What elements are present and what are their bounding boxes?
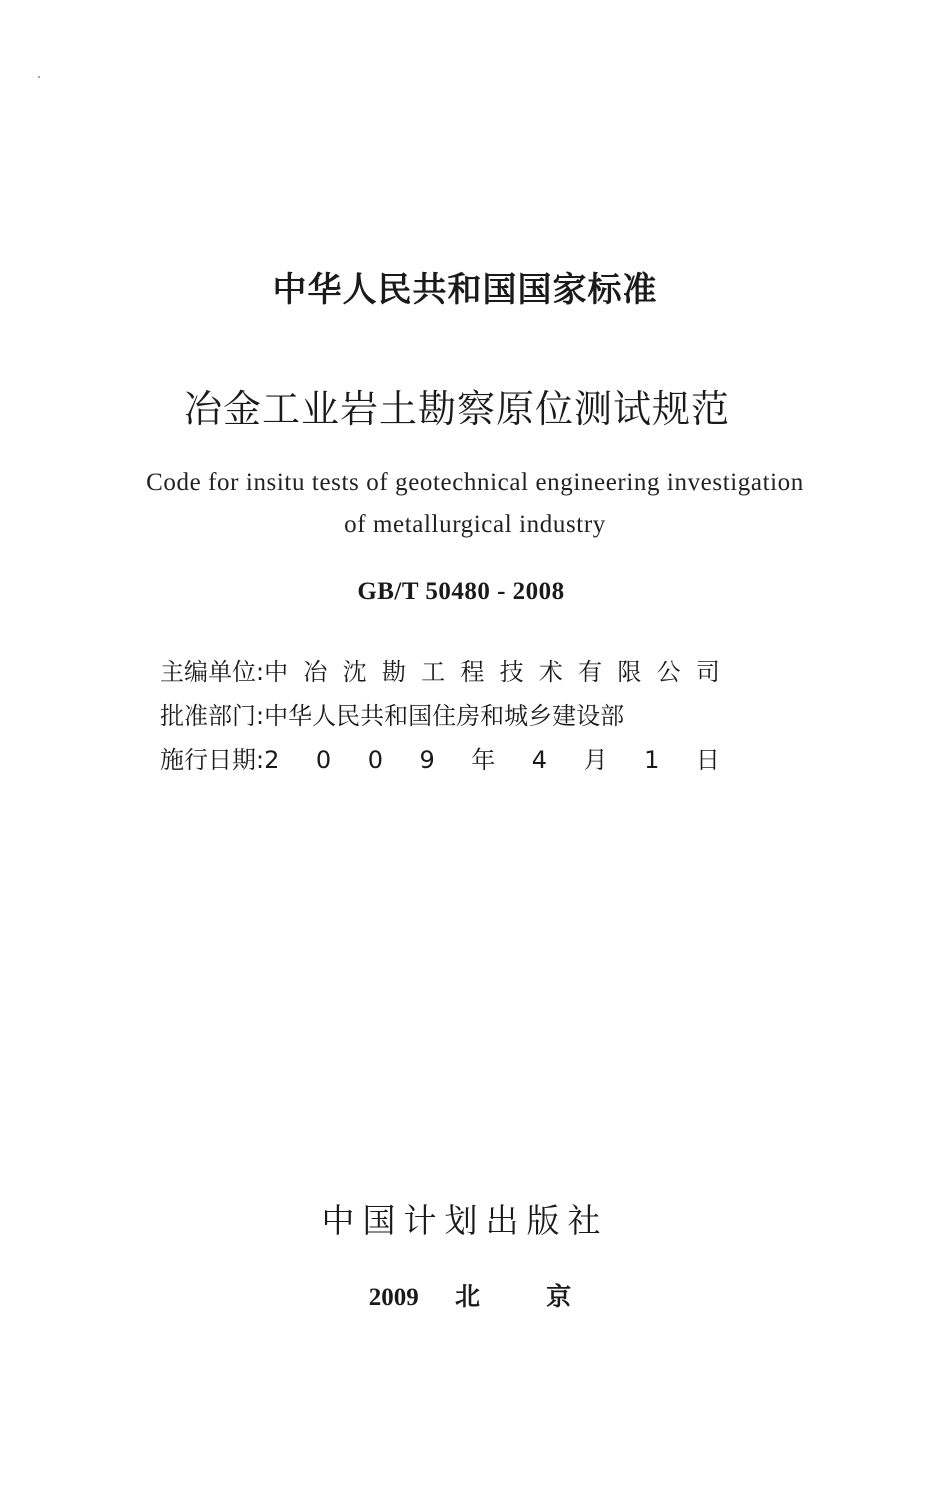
effective-date-char: 0 xyxy=(367,746,383,774)
title-english-line-1: Code for insitu tests of geotechnical engineering investigation xyxy=(146,469,804,496)
approval-label: 批准部门: xyxy=(160,702,265,730)
standard-number: GB/T 50480 - 2008 xyxy=(357,578,565,605)
effective-date-value xyxy=(264,738,720,782)
effective-date-char: 2 xyxy=(264,746,280,774)
title-english xyxy=(0,462,950,546)
approval-value: 中华人民共和国住房和城乡建设部 xyxy=(264,702,625,730)
editor-char: 技 xyxy=(499,658,524,686)
effective-date-char: 日 xyxy=(695,746,720,774)
effective-date-row xyxy=(160,738,720,782)
imprint-line xyxy=(0,1277,945,1313)
effective-date-char: 0 xyxy=(315,746,332,774)
editor-char: 勘 xyxy=(381,658,406,686)
title-english-line-2: of metallurgical industry xyxy=(344,511,606,538)
editor-char: 术 xyxy=(538,658,563,686)
editor-char: 冶 xyxy=(303,658,328,686)
editor-char: 司 xyxy=(695,658,720,686)
editor-row xyxy=(160,650,720,694)
effective-date-char: 1 xyxy=(644,746,660,774)
effective-date-char: 月 xyxy=(583,746,608,774)
editor-char: 中 xyxy=(264,658,289,686)
publisher-name: 中国计划出版社 xyxy=(321,1201,609,1240)
effective-date-char: 年 xyxy=(471,746,496,774)
imprint-year: 2009 xyxy=(368,1284,419,1311)
editor-char: 有 xyxy=(578,658,603,686)
editor-char: 公 xyxy=(656,658,681,686)
imprint-city-char-2: 京 xyxy=(546,1284,572,1311)
editor-char: 程 xyxy=(460,658,485,686)
effective-date-char: 9 xyxy=(419,746,435,774)
editor-char: 工 xyxy=(421,658,446,686)
scan-speck xyxy=(38,76,40,78)
editor-char: 限 xyxy=(617,658,642,686)
national-standard-heading: 中华人民共和国国家标准 xyxy=(272,270,658,310)
metadata-block xyxy=(160,650,720,782)
effective-date-label: 施行日期: xyxy=(160,746,265,774)
editor-value xyxy=(264,650,720,694)
editor-char: 沈 xyxy=(342,658,367,686)
editor-label: 主编单位: xyxy=(160,658,265,686)
imprint-city-char-1: 北 xyxy=(454,1284,480,1311)
approval-row xyxy=(160,694,720,738)
title-chinese: 冶金工业岩土勘察原位测试规范 xyxy=(183,387,730,431)
effective-date-char: 4 xyxy=(531,746,548,774)
